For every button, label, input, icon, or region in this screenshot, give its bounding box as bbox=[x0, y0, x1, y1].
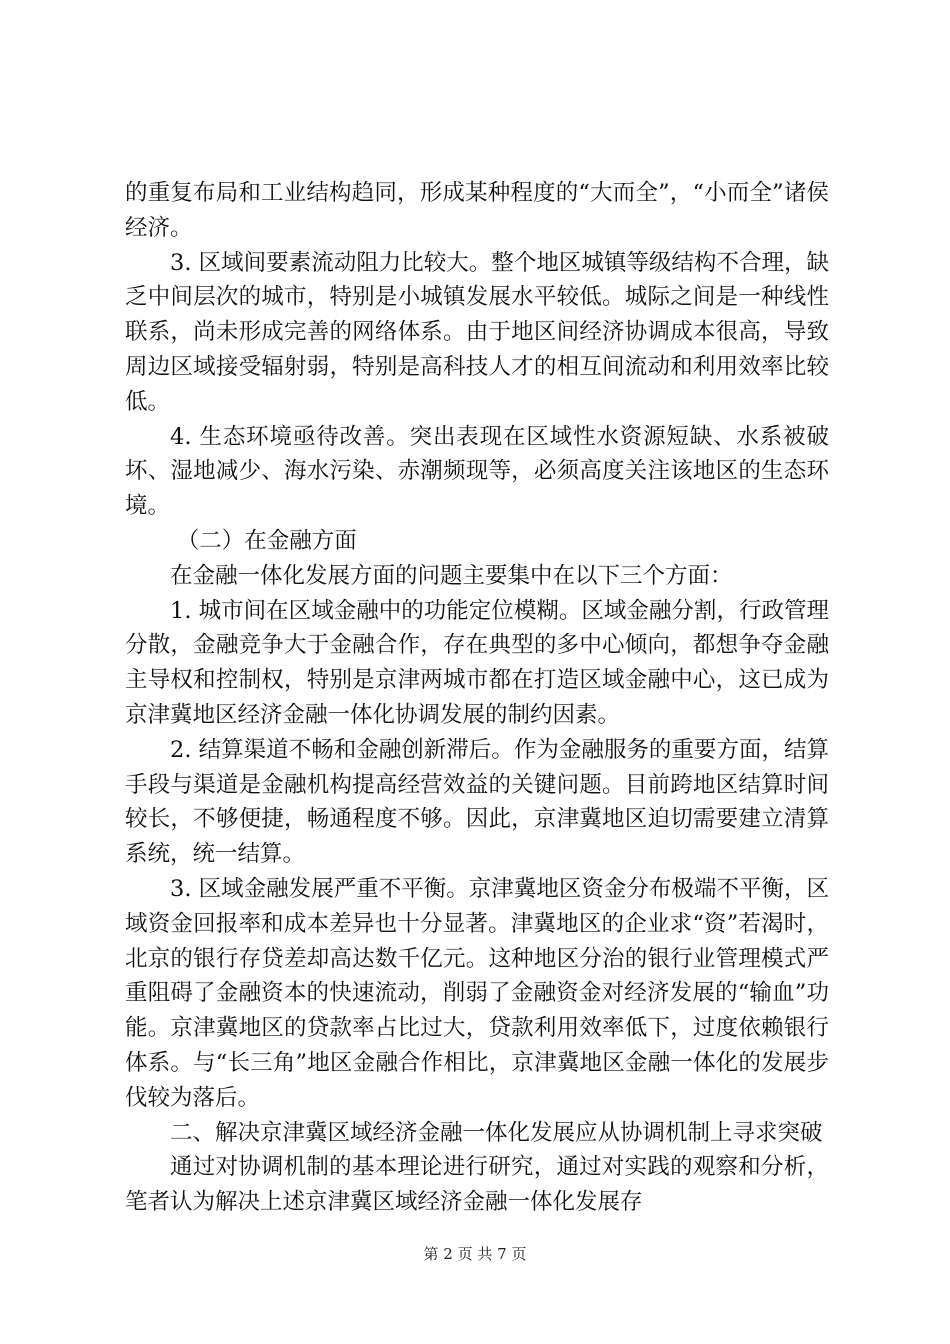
paragraph-finance-item-3: 3. 区域金融发展严重不平衡。京津冀地区资金分布极端不平衡，区域资金回报率和成本差异也十分显著。津冀地区的企业求“资”若渴时，北京的银行存贷差却高达数千亿元。这种地区分治的银行业管理模式严重阻碍了金融资本的快速流动，削弱了金融资金对经济发展的“输血”功能。京津冀地区的贷款率占比过大，贷款利用效率低下，过度依赖银行体系。与“长三角”地区金融合作相比，京津冀地区金融一体化的发展步伐较为落后。 bbox=[125, 875, 829, 1111]
paragraph-continuation: 的重复布局和工业结构趋同，形成某种程度的“大而全”，“小而全”诸侯经济。 bbox=[125, 180, 829, 241]
paragraph-mechanism-intro: 通过对协调机制的基本理论进行研究，通过对实践的观察和分析，笔者认为解决上述京津冀区域经济金融一体化发展存 bbox=[125, 1154, 829, 1216]
section-heading-two: 二、解决京津冀区域经济金融一体化发展应从协调机制上寻求突破 bbox=[170, 1119, 823, 1146]
paragraph-finance-item-1: 1. 城市间在区域金融中的功能定位模糊。区域金融分割，行政管理分散，金融竞争大于金融合作，存在典型的多中心倾向，都想争夺金融主导权和控制权，特别是京津两城市都在打造区域金融中心，这已成为京津冀地区经济金融一体化协调发展的制约因素。 bbox=[125, 597, 829, 728]
page-footer bbox=[0, 1244, 950, 1264]
paragraph-item-3: 3. 区域间要素流动阻力比较大。整个地区城镇等级结构不合理，缺乏中间层次的城市，特别是小城镇发展水平较低。城际之间是一种线性联系，尚未形成完善的网络体系。由于地区间经济协调成本很高，导致周边区域接受辐射弱，特别是高科技人才的相互间流动和利用效率比较低。 bbox=[125, 249, 829, 415]
section-heading-finance: （二）在金融方面 bbox=[176, 527, 357, 554]
paragraph-item-4: 4. 生态环境亟待改善。突出表现在区域性水资源短缺、水系被破坏、湿地减少、海水污染、赤潮频现等，必须高度关注该地区的生态环境。 bbox=[125, 423, 829, 520]
paragraph-finance-intro: 在金融一体化发展方面的问题主要集中在以下三个方面： bbox=[170, 562, 733, 589]
document-body bbox=[125, 176, 829, 1220]
paragraph-finance-item-2: 2. 结算渠道不畅和金融创新滞后。作为金融服务的重要方面，结算手段与渠道是金融机构提高经营效益的关键问题。目前跨地区结算时间较长，不够便捷，畅通程度不够。因此，京津冀地区迫切需要建立清算系统，统一结算。 bbox=[125, 736, 829, 868]
page-number-label: 第 2 页 共 7 页 bbox=[423, 1245, 527, 1263]
